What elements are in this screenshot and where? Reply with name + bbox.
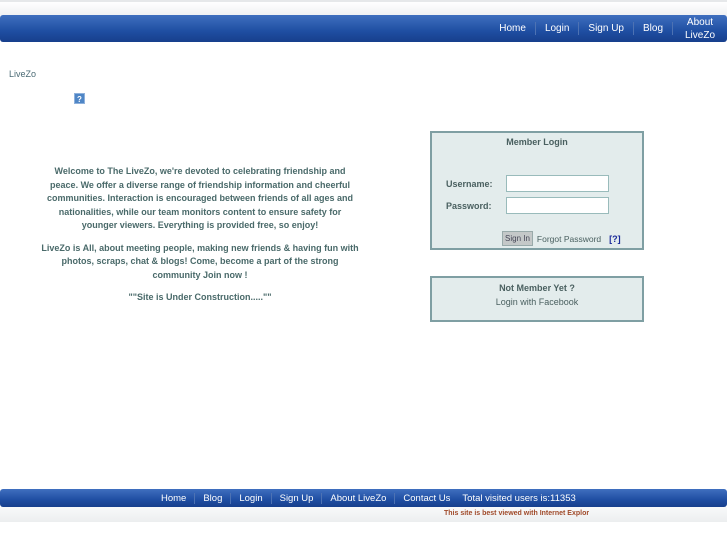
nav-blog[interactable]: Blog <box>634 22 673 35</box>
signup-panel <box>430 276 644 322</box>
welcome-text <box>40 165 360 314</box>
password-label: Password: <box>446 200 492 211</box>
nav-about[interactable]: About LiveZo <box>684 16 715 41</box>
top-nav <box>490 15 727 42</box>
visit-counter: Total visited users is:11353 <box>462 492 576 504</box>
username-input[interactable] <box>506 175 609 192</box>
nav-login[interactable]: Login <box>536 22 579 35</box>
top-nav-bar <box>0 15 727 42</box>
about-paragraph: LiveZo is All, about meeting people, making new friends & having fun with photos, scraps, chat & blogs! Come, become a part of the strong community Join now ! <box>41 242 359 280</box>
footer-login[interactable]: Login <box>231 493 271 504</box>
footer-nav <box>153 489 584 507</box>
footer-nav-bar <box>0 489 727 507</box>
footer-contact[interactable]: Contact Us <box>403 492 451 504</box>
browser-notice: This site is best viewed with Internet Explor <box>444 510 590 517</box>
footer-home[interactable]: Home <box>153 493 195 504</box>
login-title: Member Login <box>506 137 568 147</box>
password-row <box>446 197 609 214</box>
construction-notice: ""Site is Under Construction....."" <box>128 292 272 302</box>
member-login-panel <box>430 131 644 250</box>
password-input[interactable] <box>506 197 609 214</box>
footer-about[interactable]: About LiveZo <box>322 493 395 504</box>
facebook-login-link[interactable]: Login with Facebook <box>495 297 579 307</box>
nav-signup[interactable]: Sign Up <box>579 22 634 35</box>
username-label: Username: <box>446 178 493 189</box>
signup-title: Not Member Yet ? <box>499 283 575 293</box>
bottom-strip <box>0 507 727 522</box>
footer-blog[interactable]: Blog <box>195 493 231 504</box>
help-icon[interactable]: ? <box>74 93 85 104</box>
login-help-link[interactable]: [?] <box>609 233 621 244</box>
logo[interactable]: LiveZo <box>9 69 37 79</box>
welcome-paragraph: Welcome to The LiveZo, we're devoted to celebrating friendship and peace. We offer a diverse range of friendship information and cheerful communities. Interaction is encouraged between friends of all ages and nationalities, while our team monitors content to ensure safety for younger viewers. Everything is provided free, so enjoy! <box>46 166 354 230</box>
footer-signup[interactable]: Sign Up <box>272 493 323 504</box>
login-actions <box>502 231 621 246</box>
forgot-password-link[interactable]: Forgot Password <box>536 233 602 244</box>
nav-home[interactable]: Home <box>490 22 536 35</box>
sign-in-button[interactable]: Sign In <box>502 231 533 246</box>
username-row <box>446 175 609 192</box>
